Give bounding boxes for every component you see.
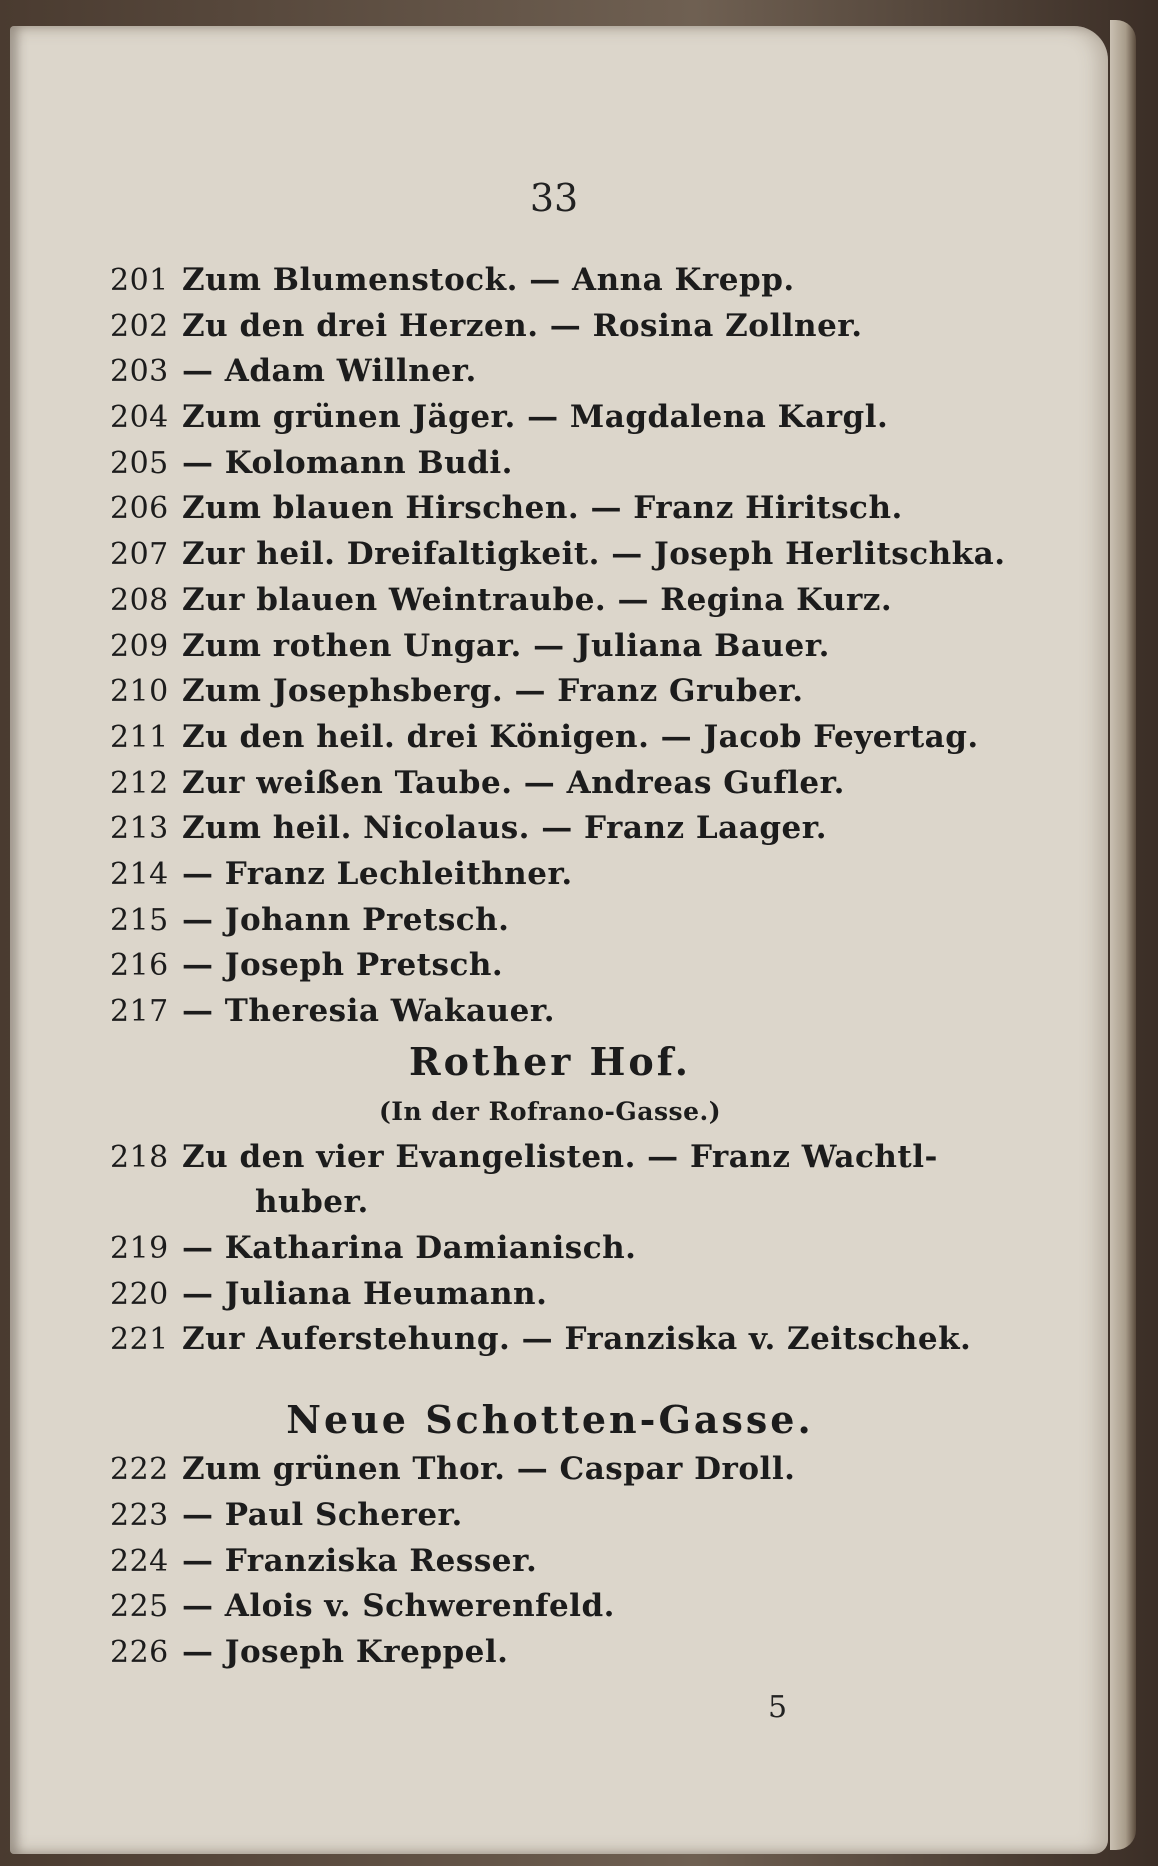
house-number: 221 — [110, 1322, 169, 1358]
entry-continuation — [110, 1180, 990, 1226]
house-number: 206 — [110, 491, 169, 527]
entry-row — [110, 258, 990, 304]
entry-text: — Joseph Kreppel. — [182, 1633, 509, 1670]
entry-text: — Kolomann Budi. — [182, 444, 513, 481]
entry-row — [110, 669, 990, 715]
house-number: 213 — [110, 811, 169, 847]
house-number: 208 — [110, 582, 169, 618]
entry-text: — Theresia Wakauer. — [182, 993, 556, 1029]
house-number: 220 — [110, 1276, 169, 1312]
entry-row — [110, 1317, 990, 1363]
entry-text: Zum blauen Hirschen. — Franz Hiritsch. — [182, 490, 903, 527]
entry-row — [110, 532, 1006, 578]
entry-row — [110, 1539, 990, 1585]
entry-row — [110, 1226, 990, 1272]
house-number: 224 — [110, 1543, 169, 1579]
signature-mark: 5 — [768, 1690, 788, 1725]
house-number: 204 — [110, 400, 169, 436]
house-number: 202 — [110, 308, 169, 344]
page-edge — [1110, 20, 1136, 1850]
entry-row — [110, 761, 990, 807]
entry-text: Zu den vier Evangelisten. — Franz Wachtl- — [182, 1138, 938, 1175]
spacer — [110, 1363, 990, 1393]
entry-row — [110, 898, 990, 944]
entry-text: Zur weißen Taube. — Andreas Gufler. — [182, 764, 845, 801]
entry-text: Zum rothen Ungar. — Juliana Bauer. — [182, 627, 830, 664]
entry-text: Zum heil. Nicolaus. — Franz Laager. — [182, 810, 828, 847]
entry-row — [110, 806, 990, 852]
house-number: 216 — [110, 948, 169, 984]
entry-text: — Franziska Resser. — [182, 1542, 538, 1579]
entry-row — [110, 304, 990, 350]
entry-row — [110, 852, 990, 898]
entry-row — [110, 1447, 990, 1493]
entry-row — [110, 624, 990, 670]
entry-row — [110, 441, 990, 487]
entry-row — [110, 989, 990, 1035]
house-number: 226 — [110, 1634, 169, 1670]
house-number: 214 — [110, 856, 169, 892]
entry-text: — Juliana Heumann. — [182, 1275, 548, 1312]
section-heading-rother-hof: Rother Hof. — [408, 1038, 691, 1084]
house-number: 203 — [110, 354, 169, 390]
entry-text: — Joseph Pretsch. — [182, 947, 504, 984]
entry-text: Zur blauen Weintraube. — Regina Kurz. — [182, 581, 893, 618]
house-number: 211 — [110, 719, 169, 755]
house-number: 209 — [110, 628, 169, 664]
house-number: 219 — [110, 1231, 169, 1267]
entry-text: Zum grünen Thor. — Caspar Droll. — [182, 1451, 796, 1488]
entry-row — [110, 395, 990, 441]
entry-text: Zur heil. Dreifaltigkeit. — Joseph Herlitschka. — [182, 536, 1006, 573]
entry-text: Zum grünen Jäger. — Magdalena Kargl. — [182, 399, 889, 436]
entry-row — [110, 1493, 990, 1539]
entry-text: — Katharina Damianisch. — [182, 1230, 637, 1267]
entry-row — [110, 715, 990, 761]
entry-row — [110, 943, 990, 989]
entry-row — [110, 1272, 990, 1318]
entry-row — [110, 1135, 990, 1181]
entry-text: — Paul Scherer. — [182, 1496, 463, 1533]
entry-text: — Adam Willner. — [182, 353, 477, 390]
entry-text: Zum Josephsberg. — Franz Gruber. — [182, 673, 804, 710]
house-number: 205 — [110, 445, 169, 481]
house-number: 207 — [110, 537, 169, 573]
section-subheading: (In der Rofrano-Gasse.) — [378, 1096, 722, 1126]
page — [10, 26, 1108, 1854]
house-number: 210 — [110, 674, 169, 710]
entry-row — [110, 349, 990, 395]
entry-text: — Franz Lechleithner. — [182, 855, 573, 892]
entry-text: — Johann Pretsch. — [182, 901, 510, 938]
house-number: 215 — [110, 902, 169, 938]
entry-row — [110, 1584, 990, 1630]
house-number: 217 — [110, 994, 169, 1029]
house-number: 212 — [110, 765, 169, 801]
house-number: 222 — [110, 1452, 169, 1488]
entry-text: Zur Auferstehung. — Franziska v. Zeitschek. — [182, 1321, 972, 1358]
house-number: 225 — [110, 1589, 169, 1625]
entry-row — [110, 486, 990, 532]
entry-row — [110, 1630, 990, 1676]
entry-text: huber. — [255, 1184, 369, 1221]
entry-list — [110, 258, 1006, 1676]
entry-text: Zu den drei Herzen. — Rosina Zollner. — [182, 307, 863, 344]
entry-row — [110, 578, 990, 624]
house-number: 218 — [110, 1139, 169, 1175]
entry-text: — Alois v. Schwerenfeld. — [182, 1588, 615, 1625]
entry-text: Zum Blumenstock. — Anna Krepp. — [182, 262, 795, 298]
house-number: 201 — [110, 263, 169, 298]
page-number: 33 — [529, 176, 579, 220]
house-number: 223 — [110, 1497, 169, 1533]
entry-text: Zu den heil. drei Königen. — Jacob Feyertag. — [182, 718, 979, 755]
section-heading-neue-schotten-gasse: Neue Schotten-Gasse. — [286, 1397, 814, 1443]
